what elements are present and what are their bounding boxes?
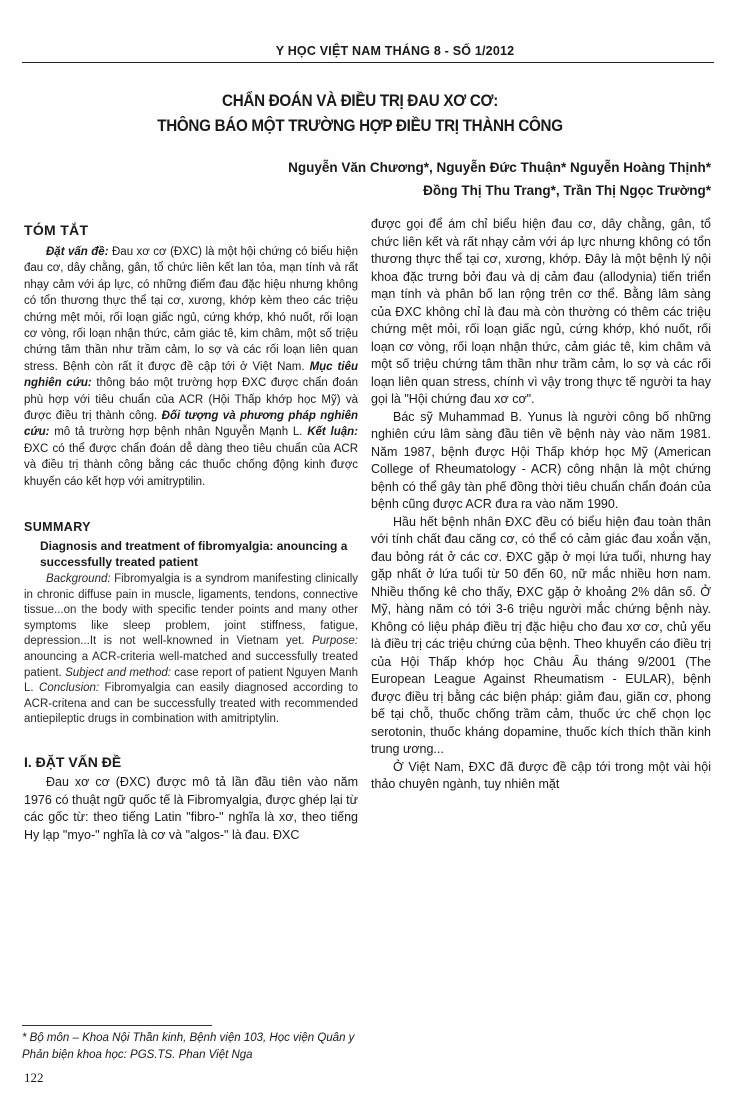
summary-method-text: case report of patient Nguyen Manh L. <box>24 666 358 695</box>
abstract-vi-bg-label: Đặt vấn đề: <box>46 246 109 258</box>
abstract-vi-bg-text: Đau xơ cơ (ĐXC) là một hội chứng có biểu hiện đau cơ, dây chằng, gân, tổ chức liên kết lan tỏa, mạn tính và rất nhạy cảm với áp lực, có những điểm đau đặc hiệu nhưng không có tổn thương thực thể tại cơ, xương, khớp kèm theo các triệu chứng mệt mỏi, rối loạn giấc ngủ, cứng khớp, khó nuốt, rối loạn cơ vòng, rối loạn nhận thức, cảm giác tê, kim châm, một số triệu chứng tâm thần như trầm cảm, lo sợ và các rối loạn liên quan stress. Bệnh còn rất ít được đề cập tới ở Việt Nam. <box>24 246 358 373</box>
abstract-vi-conclusion-text: ĐXC có thể được chẩn đoán dễ dàng theo tiêu chuẩn của ACR và điều trị thành công bằng các thuốc chống động kinh được khuyến cáo kết hợp với amitryptilin. <box>24 442 358 488</box>
header-rule <box>22 62 714 63</box>
abstract-vi-heading: TÓM TẮT <box>24 222 89 238</box>
running-head: Y HỌC VIỆT NAM THÁNG 8 - SỐ 1/2012 <box>275 44 515 58</box>
author-list <box>111 156 711 202</box>
authors-line-2: Đồng Thị Thu Trang*, Trần Thị Ngọc Trường* <box>423 183 711 198</box>
summary-body <box>24 572 358 728</box>
intro-right-paragraph-1: được gọi để ám chỉ biểu hiện đau cơ, dây chằng, gân, tổ chức liên kết và rất nhạy cảm với áp lực nhưng không có tổn thương thực thể tại cơ, xương, khớp. Đây là một bệnh lý nội khoa đặc trưng bởi đau và dị cảm đau (allodynia) tiến triển mạn tính và phân bố lan rộng trên cơ thể. Bằng lâm sàng của ĐXC không chỉ là đau mà còn thường có thêm các triệu chứng mệt mỏi, rối loạn giấc ngủ, cứng khớp, khó nuốt, rối loạn cơ vòng, rối loạn nhận thức, cảm giác tê, kim châm và một số triệu chứng tâm thần như trầm cảm, lo sợ và các rối loạn liên quan stress, chính vì vậy trong thực tế người ta hay gọi là "Hội chứng đau xơ cơ". <box>371 217 711 406</box>
summary-heading: SUMMARY <box>24 520 91 535</box>
abstract-vi-body <box>24 244 358 490</box>
left-column <box>24 222 358 844</box>
summary-purpose-text: anouncing a ACR-criteria well-matched and successfully treated patient. <box>24 651 358 679</box>
summary-method-label: Subject and method: <box>65 666 171 679</box>
abstract-vi-aim-text: thông báo một trường hợp ĐXC được chẩn đoán phù hợp với tiêu chuẩn của ACR (Hội Thấp khớp học Mỹ) và được điều trị thành công. <box>24 377 358 423</box>
intro-left-paragraph: Đau xơ cơ (ĐXC) được mô tả lần đầu tiên vào năm 1976 có thuật ngữ quốc tế là Fibromyalgia, được ghép lại từ các gốc từ: theo tiếng Latin "fibro-" nghĩa là xơ, theo tiếng Hy lạp "myo-" nghĩa là cơ và "algos-" là đau. ĐXC <box>24 775 358 842</box>
summary-bg-label: Background: <box>46 573 111 586</box>
summary-conclusion-text: Fibromyalgia can easily diagnosed according to ACR-critena and can be successfully treated with recommended antiepileptic drugs in combination with amitriptylin. <box>24 682 358 726</box>
summary-purpose-label: Purpose: <box>311 635 358 648</box>
title-line-2: THÔNG BÁO MỘT TRƯỜNG HỢP ĐIỀU TRỊ THÀNH CÔNG <box>157 117 563 135</box>
intro-right-paragraph-3: Hầu hết bệnh nhân ĐXC đều có biểu hiện đau toàn thân với tính chất đau căng cơ, có thể có cảm giác đau xoắn vặn, đau bỏng rát ở các cơ. ĐXC gặp ở mọi lứa tuổi, nhưng hay gặp nhất ở lứa tuổi từ 50 đến 60, nữ mắc nhiều hơn nam. Nhiều thống kê cho thấy, ĐXC gặp ở khoảng 2% dân số. Ở Mỹ, hàng năm có tới 3-6 triệu người mắc chứng bệnh này. Không có liệu pháp điều trị đặc hiệu cho đau xơ cơ, chủ yếu là điều trị các triệu chứng của bệnh. Theo khuyến cáo điều trị của Hội Thấp khớp học Châu Âu tháng 9/2001 (The European League Against Rheumatism - EULAR), bệnh được điều trị bằng các biện pháp: giảm đau, giãn cơ, phong bế tại chỗ, thuốc chống trầm cảm, thuốc ức chế chọn lọc serotonin, thuốc kháng dopamine, thuốc kích thích thần kinh trung ương... <box>371 514 711 756</box>
summary-title: Diagnosis and treatment of fibromyalgia: anouncing a successfully treated patient <box>40 539 348 570</box>
intro-heading: I. ĐẶT VẤN ĐỀ <box>24 754 122 771</box>
footnote-affiliation: * Bộ môn – Khoa Nội Thần kinh, Bệnh viện 103, Học viện Quân y <box>22 1032 355 1044</box>
footnote-rule <box>22 1025 212 1026</box>
page-number: 122 <box>24 1070 44 1085</box>
abstract-vi-method-label: Đối tượng và phương pháp nghiên cứu: <box>24 410 358 439</box>
title-line-1: CHẨN ĐOÁN VÀ ĐIỀU TRỊ ĐAU XƠ CƠ: <box>222 92 498 110</box>
abstract-vi-aim-label: Mục tiêu nghiên cứu: <box>24 360 358 390</box>
footnote <box>22 1030 712 1064</box>
abstract-vi-conclusion-label: Kết luận: <box>307 426 358 439</box>
intro-right-paragraph-4: Ở Việt Nam, ĐXC đã được đề cập tới trong một vài hội thảo chuyên ngành, tuy nhiên mặt <box>371 759 711 791</box>
intro-right-paragraph-2: Bác sỹ Muhammad B. Yunus là người công bố những nghiên cứu lâm sàng đầu tiên về bệnh này vào năm 1981. Năm 1987, bệnh được Hội Thấp khớp học Mỹ (American College of Rheumatology - ACR) công nhận là một chứng bệnh có thể gây tàn phế đồng thời tiêu chuẩn chẩn đoán của bệnh cũng được ACR đưa ra vào năm 1990. <box>371 409 711 511</box>
authors-line-1: Nguyễn Văn Chương*, Nguyễn Đức Thuận* Nguyễn Hoàng Thịnh* <box>288 160 711 175</box>
footnote-reviewer: Phản biện khoa học: PGS.TS. Phan Việt Nga <box>22 1049 253 1061</box>
right-column <box>371 216 711 794</box>
abstract-vi-method-text: mô tả trường hợp bệnh nhân Nguyễn Mạnh L. <box>49 426 308 439</box>
summary-conclusion-label: Conclusion: <box>39 682 100 695</box>
summary-bg-text: Fibromyalgia is a syndrom manifesting clinically in chronic diffuse pain in muscle, ligaments, tendons, connective tissue...on the body with specific tender points and many other symptoms like sleep problem, joint stiffness, fatigue, depression...It is not well-knowned in Vietnam yet. <box>24 573 358 648</box>
